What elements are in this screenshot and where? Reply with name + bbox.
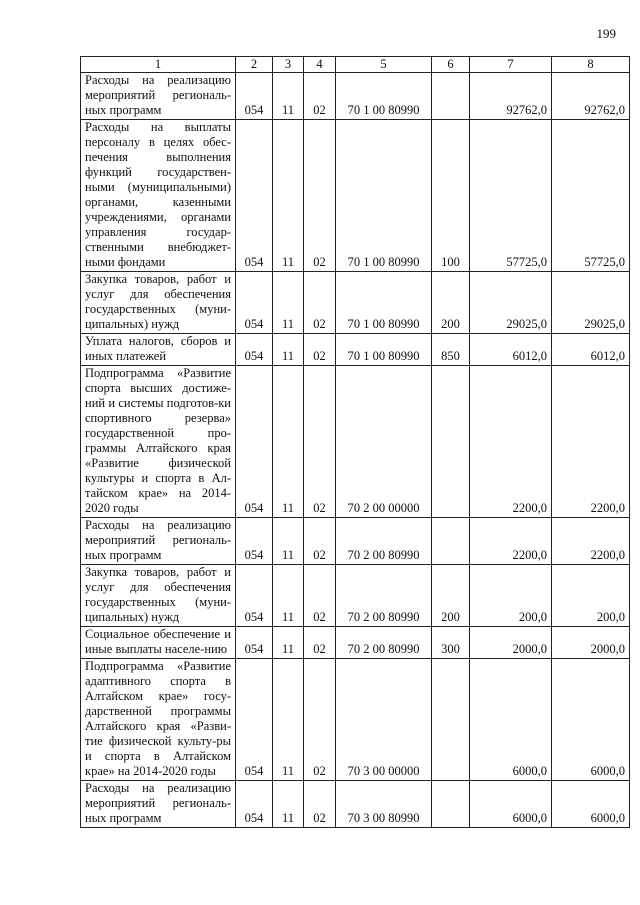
header-cell-2: 2 xyxy=(236,57,273,73)
department-code: 054 xyxy=(236,565,273,627)
amount-col-7: 200,0 xyxy=(470,565,552,627)
subsection-code: 02 xyxy=(304,627,336,659)
expense-name: Уплата налогов, сборов и иных платежей xyxy=(81,334,236,366)
budget-table xyxy=(80,56,630,828)
table-row xyxy=(81,120,630,272)
header-cell-4: 4 xyxy=(304,57,336,73)
target-article-code: 70 1 00 80990 xyxy=(336,73,432,120)
expense-name: Подпрограмма «Развитие адаптивного спорта в Алтайском крае» госу-дарственной программы Алтайского края «Разви-тие физической культу-ры и спорта в Алтайском крае» на 2014-2020 годы xyxy=(81,659,236,781)
target-article-code: 70 3 00 00000 xyxy=(336,659,432,781)
target-article-code: 70 2 00 80990 xyxy=(336,627,432,659)
page-number: 199 xyxy=(596,26,616,41)
header-cell-3: 3 xyxy=(273,57,304,73)
amount-col-8: 2000,0 xyxy=(552,627,630,659)
subsection-code: 02 xyxy=(304,659,336,781)
section-code: 11 xyxy=(273,565,304,627)
amount-col-7: 6000,0 xyxy=(470,781,552,828)
department-code: 054 xyxy=(236,781,273,828)
header-cell-8: 8 xyxy=(552,57,630,73)
target-article-code: 70 3 00 80990 xyxy=(336,781,432,828)
expense-type-code: 850 xyxy=(432,334,470,366)
amount-col-8: 29025,0 xyxy=(552,272,630,334)
section-code: 11 xyxy=(273,366,304,518)
target-article-code: 70 2 00 80990 xyxy=(336,518,432,565)
table-row xyxy=(81,73,630,120)
header-cell-6: 6 xyxy=(432,57,470,73)
department-code: 054 xyxy=(236,73,273,120)
amount-col-7: 29025,0 xyxy=(470,272,552,334)
target-article-code: 70 2 00 00000 xyxy=(336,366,432,518)
expense-type-code: 200 xyxy=(432,272,470,334)
amount-col-8: 92762,0 xyxy=(552,73,630,120)
target-article-code: 70 1 00 80990 xyxy=(336,334,432,366)
table-row xyxy=(81,659,630,781)
expense-name: Расходы на реализацию мероприятий региональ-ных программ xyxy=(81,518,236,565)
subsection-code: 02 xyxy=(304,272,336,334)
table-row xyxy=(81,334,630,366)
department-code: 054 xyxy=(236,366,273,518)
amount-col-8: 2200,0 xyxy=(552,366,630,518)
subsection-code: 02 xyxy=(304,366,336,518)
amount-col-8: 200,0 xyxy=(552,565,630,627)
header-cell-7: 7 xyxy=(470,57,552,73)
table-row xyxy=(81,565,630,627)
expense-type-code: 200 xyxy=(432,565,470,627)
table-row xyxy=(81,272,630,334)
subsection-code: 02 xyxy=(304,518,336,565)
expense-name: Подпрограмма «Развитие спорта высших достиже-ний и системы подготов-ки спортивного резерва» государственной про-граммы Алтайского края «Развитие физической культуры и спорта в Ал-тайском крае» на 2014-2020 годы xyxy=(81,366,236,518)
subsection-code: 02 xyxy=(304,565,336,627)
expense-type-code xyxy=(432,659,470,781)
expense-type-code: 300 xyxy=(432,627,470,659)
expense-type-code xyxy=(432,518,470,565)
section-code: 11 xyxy=(273,627,304,659)
department-code: 054 xyxy=(236,627,273,659)
expense-name: Расходы на выплаты персоналу в целях обес-печения выполнения функций государствен-ными (муниципальными) органами, казенными учреждениями, органами управления государ-ственными внебюджет-ными фондами xyxy=(81,120,236,272)
amount-col-8: 6000,0 xyxy=(552,659,630,781)
table-row xyxy=(81,366,630,518)
expense-name: Закупка товаров, работ и услуг для обеспечения государственных (муни-ципальных) нужд xyxy=(81,565,236,627)
expense-name: Социальное обеспечение и иные выплаты населе-нию xyxy=(81,627,236,659)
expense-name: Расходы на реализацию мероприятий региональ-ных программ xyxy=(81,781,236,828)
section-code: 11 xyxy=(273,334,304,366)
target-article-code: 70 2 00 80990 xyxy=(336,565,432,627)
section-code: 11 xyxy=(273,518,304,565)
table-row xyxy=(81,627,630,659)
header-cell-5: 5 xyxy=(336,57,432,73)
section-code: 11 xyxy=(273,73,304,120)
expense-type-code xyxy=(432,73,470,120)
section-code: 11 xyxy=(273,781,304,828)
amount-col-7: 2200,0 xyxy=(470,366,552,518)
expense-name: Закупка товаров, работ и услуг для обеспечения государственных (муни-ципальных) нужд xyxy=(81,272,236,334)
expense-type-code xyxy=(432,366,470,518)
header-cell-1: 1 xyxy=(81,57,236,73)
department-code: 054 xyxy=(236,120,273,272)
header-row xyxy=(81,57,630,73)
amount-col-7: 57725,0 xyxy=(470,120,552,272)
section-code: 11 xyxy=(273,659,304,781)
section-code: 11 xyxy=(273,272,304,334)
amount-col-8: 57725,0 xyxy=(552,120,630,272)
amount-col-8: 6012,0 xyxy=(552,334,630,366)
subsection-code: 02 xyxy=(304,781,336,828)
department-code: 054 xyxy=(236,518,273,565)
department-code: 054 xyxy=(236,272,273,334)
amount-col-7: 2000,0 xyxy=(470,627,552,659)
subsection-code: 02 xyxy=(304,73,336,120)
amount-col-8: 6000,0 xyxy=(552,781,630,828)
table-row xyxy=(81,518,630,565)
amount-col-8: 2200,0 xyxy=(552,518,630,565)
target-article-code: 70 1 00 80990 xyxy=(336,120,432,272)
expense-type-code xyxy=(432,781,470,828)
subsection-code: 02 xyxy=(304,334,336,366)
subsection-code: 02 xyxy=(304,120,336,272)
amount-col-7: 6012,0 xyxy=(470,334,552,366)
table-row xyxy=(81,781,630,828)
expense-type-code: 100 xyxy=(432,120,470,272)
target-article-code: 70 1 00 80990 xyxy=(336,272,432,334)
amount-col-7: 6000,0 xyxy=(470,659,552,781)
amount-col-7: 2200,0 xyxy=(470,518,552,565)
expense-name: Расходы на реализацию мероприятий региональ-ных программ xyxy=(81,73,236,120)
section-code: 11 xyxy=(273,120,304,272)
department-code: 054 xyxy=(236,334,273,366)
amount-col-7: 92762,0 xyxy=(470,73,552,120)
department-code: 054 xyxy=(236,659,273,781)
